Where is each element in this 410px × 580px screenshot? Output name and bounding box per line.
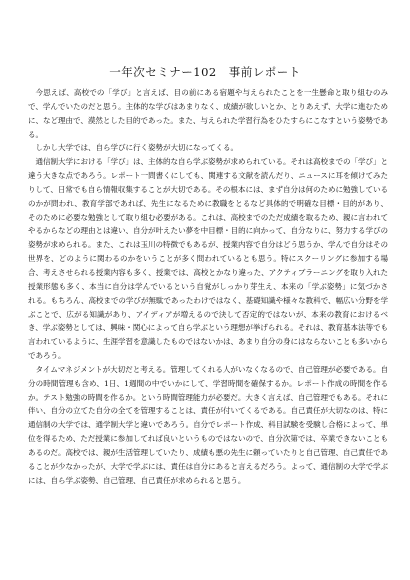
document-title: 一年次セミナー102 事前レポート [109,64,301,79]
document-body [28,86,388,487]
paragraph-3: 通信制大学における「学び」は、主体的な自ら学ぶ姿勢が求められている。それは高校までの「学び」と違う大きな点であろう。レポート一問書くにしても、関連する文献を読んだり、ニュースに耳を傾けてみたりして、日常でも自ら情報収集することが大切である。その根本には、まず自分は何のために勉強しているのかが問われ、教育学部であれば、先生になるために教職をとるなど具体的で明確な目標・目的があり、そのために必要な勉強として取り組む必要がある。これは、高校までのただ成績を取るため、親に言われてやるからなどの理由とは違い、自分が叶えたい夢を中目標・目的に向かって、自分なりに、努力する学びの姿勢が求められる。また、これは玉川の特徴でもあるが、授業内容で自分はどう思うか、学んで自分はその世界を、どのように関わるのかをいうことが多く問われているとも思う。特にスクーリングに参加する場合、考えさせられる授業内容も多く、授業では、高校とかなり違った、アクティブラーニングを取り入れた授業形態も多く、本当に自分は学んでいるという自覚がしっかり芽生え、本来の「学ぶ姿勢」に気づかされる。もちろん、高校までの学びが無駄であったわけではなく、基礎知識や様々な教科で、幅広い分野を学ぶことで、広がる知識があり、アイディアが増えるので決して否定的ではないが、本来の教育におけるべき、学ぶ姿勢としては、興味・関心によって自ら学ぶという理想が挙げられる。それは、教育基本法等でも言われているように、生涯学習を意識したものではないかは、あまり自分の身にはならないことも多いからであろう。 [28,157,388,361]
paragraph-4: タイムマネジメントが大切だと考える。管理してくれる人がいなくなるので、自己管理が必要である。自分の時間管理も含め、1日、1週間の中でいかにして、学習時間を確保するか。レポート作成の時間を作るか。テスト勉強の時間を作るか。という時間管理能力が必要だ。大きく言えば、自己管理でもある。それに伴い、自分の立てた自分の全てを管理することは、責任が付いてくるである。自己責任が大切なのは、特に通信制の大学では、通学制大学と違いであろう。自分でレポート作成、科目試験を受験し合格によって、単位を得るため、ただ授業に参加してれば良いというものではないので、自分次第では、卒業できないこともあるのだ。高校では、親が生活管理していたり、成績も悪の先生に頼っていたりと自己管理、自己責任であることが少なかったが、大学で学ぶには、責任は自分にあると言えるだろう。よって、通信制の大学で学ぶには、自ら学ぶ姿勢、自己管理、自己責任が求められると思う。 [28,364,388,485]
paragraph-1: 今思えば、高校での「学び」と言えば、目の前にある宿題や与えられたことを一生懸命と取り組むのみで、学んでいたのだと思う。主体的な学びはあまりなく、成績が欲しいとか、とりあえず、大学に進むために、など理由で、漠然とした目的であった。また、与えられた学習行為をひたすらにこなすという姿勢である。 [28,88,388,139]
paragraph-2: しかし大学では、自ら学びに行く姿勢が大切になってくる。 [35,143,238,153]
